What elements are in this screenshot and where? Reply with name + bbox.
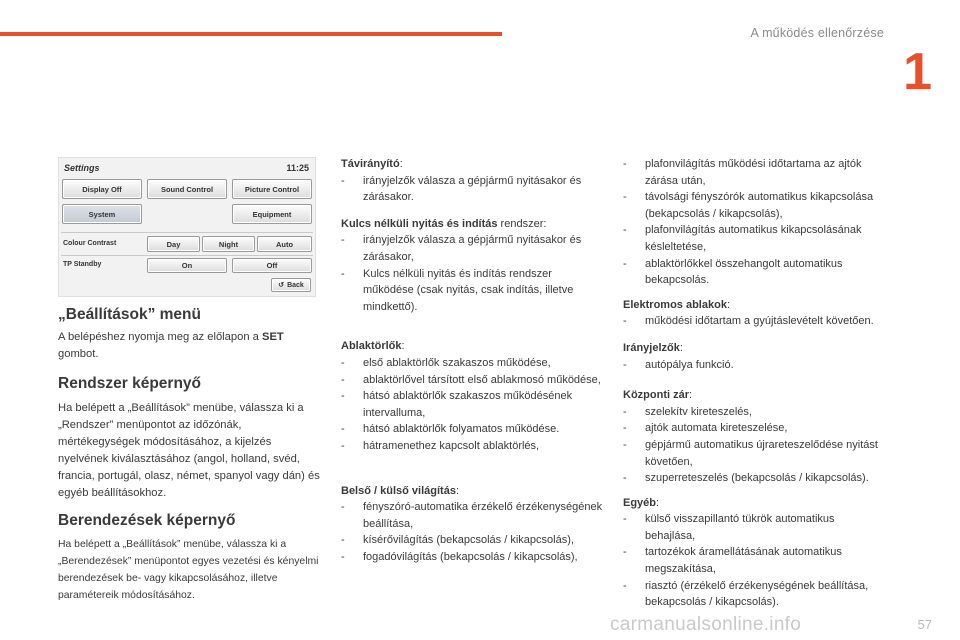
system-screen-text: Ha belépett a „Beállítások” menübe, válassza ki a „Rendszer” menüpontot az időzónák, mértékegységek módosításához, a kijelzés nyelvének kiválasztásához (angol, holland, svéd, francia, portugál, olasz, német, spanyol vagy dán) és egyéb beállításokhoz.: [58, 402, 320, 499]
back-arrow-icon: ↺: [278, 282, 285, 289]
list-item: - Kulcs nélküli nyitás és indítás rendszer működése (csak nyitás, csak indítás, illetve mindkettő).: [341, 267, 574, 313]
list-item: - plafonvilágítás működési időtartama az ajtók zárása után,: [623, 158, 862, 187]
lighting-section: Belső / külső világítás: - fényszóró-automatika érzékelő érzékenységének beállítása, - kísérővilágítás (bekapcsolás / kikapcsolás), - fogadóvilágítás (bekapcsolás / kikapcsolás),: [341, 483, 603, 566]
list-item: - fényszóró-automatika érzékelő érzékenységének beállítása,: [341, 501, 603, 530]
day-button[interactable]: Day: [147, 236, 200, 252]
list-item: - távolsági fényszórók automatikus kikapcsolása (bekapcsolás / kikapcsolás),: [623, 191, 874, 220]
screen-divider: [61, 232, 313, 233]
header-accent-bar: [0, 32, 502, 36]
night-button[interactable]: Night: [202, 236, 255, 252]
chapter-title: A működés ellenőrzése: [750, 26, 884, 40]
list-item: - kísérővilágítás (bekapcsolás / kikapcsolás),: [341, 534, 574, 547]
watermark: carmanualsonline.info: [610, 614, 802, 635]
list-item: - működési időtartam a gyújtáslevételt követően.: [623, 315, 874, 328]
colour-contrast-label: Colour Contrast: [63, 240, 117, 247]
back-button[interactable]: [271, 278, 311, 292]
list-item: - fogadóvilágítás (bekapcsolás / kikapcsolás),: [341, 550, 578, 563]
display-off-button[interactable]: Display Off: [62, 179, 142, 199]
equipment-screen-text: Ha belépett a „Beállítások” menübe, válassza ki a „Berendezések” menüpontot egyes vezetési és kényelmi berendezések be- vagy kikapcsolásához, illetve paramétereik módosításához.: [58, 539, 319, 601]
lighting-continued: [623, 156, 885, 289]
page-number: 57: [917, 617, 932, 632]
list-item: - hátramenethez kapcsolt ablaktörlés,: [341, 439, 540, 452]
wipers-section: Ablaktörlők: - első ablaktörlők szakaszos működése, - ablaktörlővel társított első ablakmosó működése, - hátsó ablaktörlők szakaszos működésének intervalluma, - hátsó ablaktörlők folyamatos működése. - hátramenethez kapcsolt ablaktörlés,: [341, 338, 603, 454]
chapter-number: 1: [903, 43, 932, 101]
list-item: - ajtók automata kireteszelése,: [623, 422, 788, 435]
equipment-button[interactable]: Equipment: [232, 204, 312, 224]
power-windows-section: Elektromos ablakok: - működési időtartam a gyújtáslevételt követően.: [623, 297, 885, 330]
tp-standby-label: TP Standby: [63, 261, 102, 268]
settings-menu-heading: „Beállítások” menü: [58, 306, 201, 323]
settings-menu-text: A belépéshez nyomja meg az előlapon a SET gombot.: [58, 331, 284, 360]
equipment-screen-heading: Berendezések képernyő: [58, 512, 236, 529]
list-item: - irányjelzők válasza a gépjármű nyitásakor és zárásakor,: [341, 234, 582, 263]
system-screen-heading: Rendszer képernyő: [58, 375, 201, 392]
auto-button[interactable]: Auto: [257, 236, 312, 252]
sound-control-button[interactable]: Sound Control: [147, 179, 227, 199]
screen-clock: 11:25: [286, 163, 309, 173]
list-item: - plafonvilágítás automatikus kikapcsolásának késleltetése,: [623, 224, 862, 253]
list-item: - szelekítv kireteszelés,: [623, 405, 752, 418]
list-item: - autópálya funkció.: [623, 358, 734, 371]
list-item: - hátsó ablaktörlők folyamatos működése.: [341, 423, 560, 436]
back-label: Back: [287, 281, 304, 289]
keyless-section: Kulcs nélküli nyitás és indítás rendszer: - irányjelzők válasza a gépjármű nyitásakor és zárásakor, - Kulcs nélküli nyitás és indítás rendszer működése (csak nyitás, csak indítás, illetve mindkettő).: [341, 216, 603, 316]
list-item: - ablaktörlőkkel összehangolt automatikus bekapcsolás.: [623, 257, 843, 287]
list-item: - tartozékok áramellátásának automatikus megszakítása,: [623, 546, 842, 576]
other-section: Egyéb: - külső visszapillantó tükrök automatikus behajlása, - tartozékok áramellátásának automatikus megszakítása, - riasztó (érzékelő érzékenységének beállítása, bekapcsolás / kikapcsolás).: [623, 495, 885, 611]
picture-control-button[interactable]: Picture Control: [232, 179, 312, 199]
list-item: - külső visszapillantó tükrök automatikus behajlása,: [623, 513, 835, 542]
central-locking-section: Központi zár: - szelekítv kireteszelés, - ajtók automata kireteszelése, - gépjármű automatikus újrareteszelődése nyitást követően, - szuperreteszelés (bekapcsolás / kikapcsolás).: [623, 387, 885, 487]
screen-title: Settings: [64, 163, 100, 173]
list-item: - ablaktörlővel társított első ablakmosó működése,: [341, 373, 601, 386]
on-button[interactable]: On: [147, 258, 227, 273]
list-item: - gépjármű automatikus újrareteszelődése nyitást követően,: [623, 438, 878, 468]
list-item: - első ablaktörlők szakaszos működése,: [341, 356, 551, 369]
right-column: [623, 156, 885, 611]
remote-section: Távirányító: - irányjelzők válasza a gépjármű nyitásakor és zárásakor.: [341, 156, 603, 206]
settings-screen-image: [58, 157, 316, 297]
indicators-section: Irányjelzők: - autópálya funkció.: [623, 340, 885, 373]
off-button[interactable]: Off: [232, 258, 312, 273]
list-item: - szuperreteszelés (bekapcsolás / kikapcsolás).: [623, 472, 869, 485]
list-item: - riasztó (érzékelő érzékenységének beállítása, bekapcsolás / kikapcsolás).: [623, 579, 869, 609]
list-item: - irányjelzők válasza a gépjármű nyitásakor és zárásakor.: [341, 174, 582, 204]
screen-divider: [61, 255, 313, 256]
system-button[interactable]: System: [62, 204, 142, 224]
middle-column: [341, 156, 603, 565]
list-item: - hátsó ablaktörlők szakaszos működésének intervalluma,: [341, 390, 573, 419]
